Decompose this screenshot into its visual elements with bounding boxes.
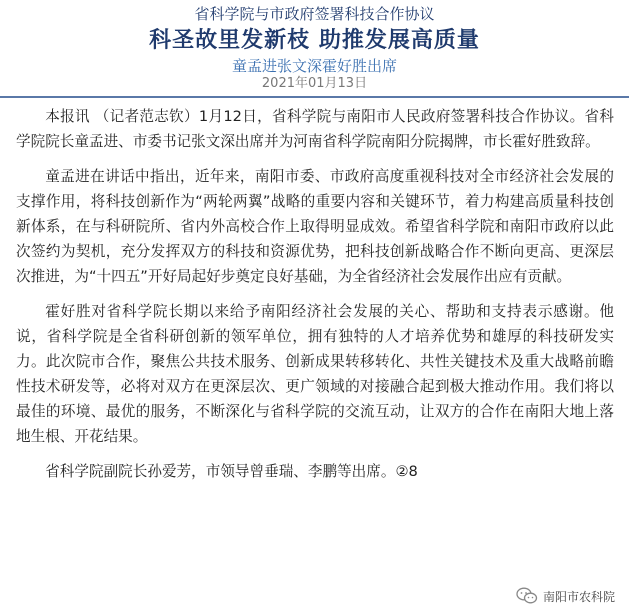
header-divider: [0, 96, 629, 98]
article-paragraph-2: 童孟进在讲话中指出，近年来，南阳市委、市政府高度重视科技对全市经济社会发展的支撑作用，将科技创新作为“两轮两翼”战略的重要内容和关键环节，着力构建高质量科技创新体系，在与科研院所、省内外高校合作上取得明显成效。希望省科学院和南阳市政府以此次签约为契机，充分发挥双方的科技和资源优势，把科技创新战略合作不断向更高、更深层次推进，为“十四五”开好局起好步奠定良好基础，为全省经济社会发展作出应有贡献。: [16, 168, 614, 285]
article-subhead: 童孟进张文深霍好胜出席: [231, 57, 397, 75]
article-paragraph-1: 本报讯 （记者范志钦）1月12日，省科学院与南阳市人民政府签署科技合作协议。省科学院院长童孟进、市委书记张文深出席并为河南省科学院南阳分院揭牌，市长霍好胜致辞。: [16, 108, 614, 150]
wechat-icon: [516, 587, 538, 605]
watermark-label: 南阳市农科院: [542, 589, 615, 604]
account-watermark: [512, 585, 619, 607]
article-body: [16, 104, 614, 484]
article-paragraph-4: 省科学院副院长孙爱芳，市领导曾垂瑞、李鹏等出席。②8: [45, 463, 418, 480]
article-paragraph-3: 霍好胜对省科学院长期以来给予南阳经济社会发展的关心、帮助和支持表示感谢。他说，省科学院是全省科研创新的领军单位，拥有独特的人才培养优势和雄厚的科技研发实力。此次院市合作，聚焦公共技术服务、创新成果转移转化、共性关键技术及重大战略前瞻性技术研发等，必将对双方在更深层次、更广领域的对接融合起到极大推动作用。我们将以最佳的环境、最优的服务，不断深化与省科学院的交流互动，让双方的合作在南阳大地上落地生根、开花结果。: [16, 303, 614, 445]
article-headline: 科圣故里发新枝 助推发展高质量: [149, 27, 480, 53]
article-date: 2021年01月13日: [261, 76, 368, 91]
article-kicker: 省科学院与市政府签署科技合作协议: [194, 5, 435, 23]
